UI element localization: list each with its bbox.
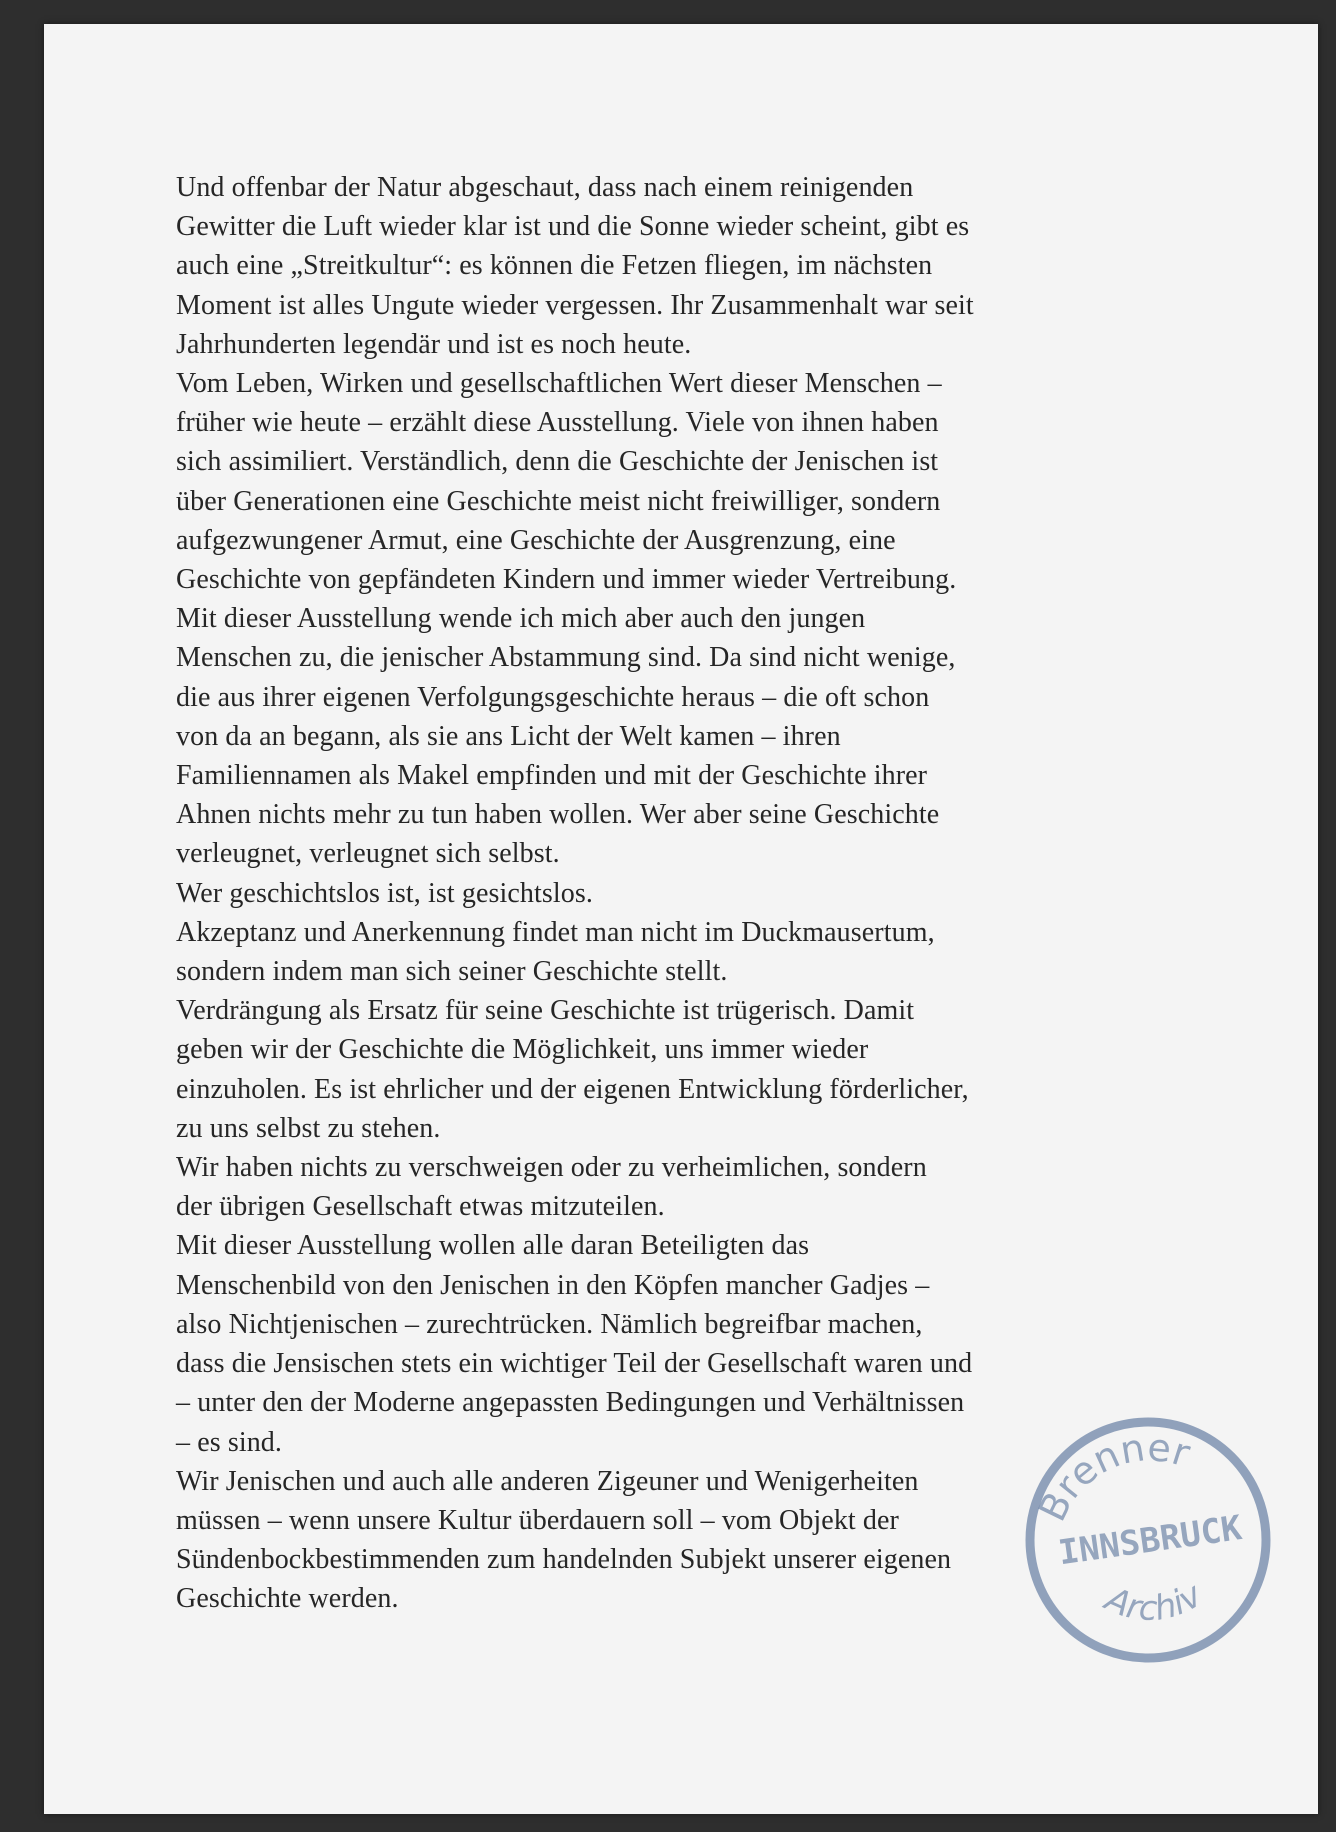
text-line: Mit dieser Ausstellung wollen alle daran Beteiligten das [176, 1230, 810, 1262]
text-line: geben wir der Geschichte die Möglichkeit, uns immer wieder [176, 1034, 869, 1066]
document-body [176, 168, 1176, 1619]
text-line: – unter den der Moderne angepassten Bedingungen und Verhältnissen [176, 1387, 965, 1419]
text-line: also Nichtjenischen – zurechtrücken. Nämlich begreifbar machen, [176, 1308, 923, 1340]
text-line: Menschen zu, die jenischer Abstammung sind. Da sind nicht wenige, [176, 642, 956, 674]
stamp-middle-text: INNSBRUCK [1056, 1508, 1245, 1574]
text-line: dass die Jensischen stets ein wichtiger Teil der Gesellschaft waren und [176, 1348, 973, 1380]
text-line: Akzeptanz und Anerkennung findet man nicht im Duckmausertum, [176, 916, 935, 948]
text-line: der übrigen Gesellschaft etwas mitzuteilen. [176, 1191, 665, 1223]
text-line: von da an begann, als sie ans Licht der Welt kamen – ihren [176, 720, 841, 752]
text-line: Familiennamen als Makel empfinden und mit der Geschichte ihrer [176, 760, 928, 792]
text-line: früher wie heute – erzählt diese Ausstellung. Viele von ihnen haben [176, 407, 939, 439]
text-line: Und offenbar der Natur abgeschaut, dass nach einem reinigenden [176, 172, 914, 203]
text-line: Gewitter die Luft wieder klar ist und die Sonne wieder scheint, gibt es [176, 211, 970, 243]
text-line: auch eine „Streitkultur“: es können die Fetzen fliegen, im nächsten [176, 250, 933, 282]
text-line: Geschichte von gepfändeten Kindern und immer wieder Vertreibung. [176, 564, 957, 596]
text-line: Ahnen nichts mehr zu tun haben wollen. Wer aber seine Geschichte [176, 799, 940, 831]
text-line: aufgezwungener Armut, eine Geschichte der Ausgrenzung, eine [176, 524, 896, 556]
archive-stamp [1018, 1410, 1278, 1670]
text-line: Geschichte werden. [176, 1583, 399, 1615]
text-line: die aus ihrer eigenen Verfolgungsgeschichte heraus – die oft schon [176, 681, 930, 713]
text-line: müssen – wenn unsere Kultur überdauern soll – vom Objekt der [176, 1504, 899, 1536]
text-line: Jahrhunderten legendär und ist es noch heute. [176, 328, 692, 360]
text-line: sich assimiliert. Verständlich, denn die Geschichte der Jenischen ist [176, 446, 939, 478]
text-line: Sündenbockbestimmenden zum handelnden Subjekt unserer eigenen [176, 1544, 952, 1576]
text-line: Wer geschichtslos ist, ist gesichtslos. [176, 877, 593, 909]
text-line: zu uns selbst zu stehen. [176, 1112, 441, 1144]
stamp-bottom-text: Archiv [1099, 1575, 1210, 1629]
text-line: – es sind. [176, 1426, 282, 1458]
text-line: Wir Jenischen und auch alle anderen Zigeuner und Wenigerheiten [176, 1465, 919, 1497]
text-line: Verdrängung als Ersatz für seine Geschichte ist trügerisch. Damit [176, 995, 915, 1027]
text-line: Wir haben nichts zu verschweigen oder zu verheimlichen, sondern [176, 1152, 927, 1184]
text-line: Moment ist alles Ungute wieder vergessen. Ihr Zusammenhalt war seit [176, 289, 974, 321]
text-line: verleugnet, verleugnet sich selbst. [176, 838, 560, 870]
text-line: einzuholen. Es ist ehrlicher und der eigenen Entwicklung förderlicher, [176, 1073, 969, 1105]
text-line: sondern indem man sich seiner Geschichte stellt. [176, 956, 728, 988]
text-line: Menschenbild von den Jenischen in den Köpfen mancher Gadjes – [176, 1269, 930, 1301]
text-line: Vom Leben, Wirken und gesellschaftlichen Wert dieser Menschen – [176, 368, 942, 400]
text-line: über Generationen eine Geschichte meist nicht freiwilliger, sondern [176, 485, 941, 517]
text-line: Mit dieser Ausstellung wende ich mich aber auch den jungen [176, 603, 866, 635]
stamp-top-text: Brenner [1029, 1425, 1196, 1528]
